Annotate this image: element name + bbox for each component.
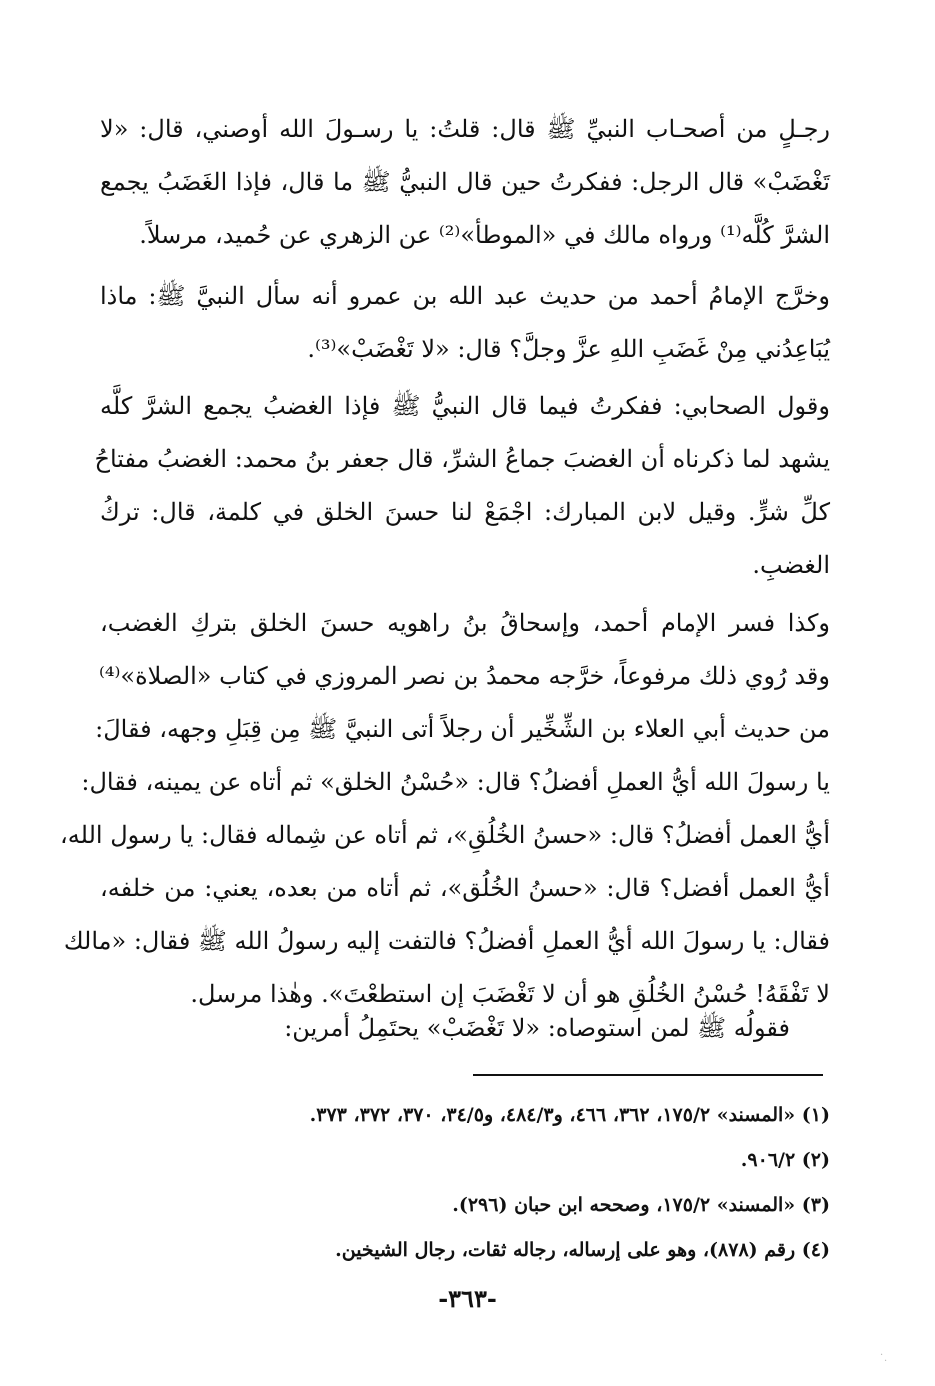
text-line: وكذا فسر الإمام أحمد، وإسحاقُ بنُ راهويه حسنَ الخلق بتركِ الغضب، — [100, 609, 830, 637]
paragraph — [100, 103, 830, 262]
paragraph — [94, 380, 830, 592]
text-line: فقولُه ﷺ لمن استوصاه: «لا تَغْضَبْ» يحتَمِلُ أمرين: — [284, 1014, 790, 1042]
text-line: وخرَّج الإمامُ أحمد من حديث عبد الله بن عمرو أنه سأل النبيَّ ﷺ: ماذا — [100, 282, 830, 310]
text-line: الشرَّ كُلَّه⁽¹⁾ ورواه مالك في «الموطأ»⁽²⁾ عن الزهري عن حُميد، مرسلاً. — [139, 221, 830, 249]
text-line: من حديث أبي العلاء بن الشِّخِّير أن رجلاً أتى النبيَّ ﷺ مِن قِبَلِ وجهه، فقالَ: — [95, 715, 830, 743]
footnote: (٢) ٩٠٦/٢. — [740, 1149, 830, 1171]
text-line: يُبَاعِدُني مِنْ غَضَبِ اللهِ عزَّ وجلَّ؟ قال: «لا تَغْضَبْ»⁽³⁾. — [307, 335, 830, 363]
text-line: وقول الصحابي: ففكرتُ فيما قال النبيُّ ﷺ فإذا الغضبُ يجمع الشرَّ كلَّه — [100, 392, 830, 420]
footnote-separator — [473, 1074, 823, 1076]
text-line: أيُّ العمل أفضلُ؟ قال: «حسنُ الخُلُقِ»، ثم أتاه عن شِماله فقال: يا رسول الله، — [60, 821, 830, 849]
text-line: تَغْضَبْ» قال الرجل: ففكرتُ حين قال النبيُّ ﷺ ما قال، فإذا الغَضَبُ يجمع — [100, 168, 830, 196]
footnote: (٤) رقم (٨٧٨)، وهو على إرساله، رجاله ثقات، رجال الشيخين. — [335, 1239, 830, 1261]
scan-speck: · — [880, 1350, 884, 1361]
text-line: وقد رُوي ذلك مرفوعاً، خرَّجه محمدُ بن نصر المروزي في كتاب «الصلاة»⁽⁴⁾ — [99, 662, 830, 690]
footnote: (١) «المسند» ١٧٥/٢، ٣٦٢، ٤٦٦، و٤٨٤/٣، و٣٤/٥، ٣٧٠، ٣٧٢، ٣٧٣. — [309, 1104, 830, 1126]
footnote: (٣) «المسند» ١٧٥/٢، وصححه ابن حبان (٢٩٦). — [452, 1194, 830, 1216]
page-number: -٣٦٣- — [438, 1284, 497, 1313]
scan-speck: · — [884, 1356, 888, 1367]
text-line: الغضبِ. — [752, 551, 830, 579]
paragraph — [100, 270, 830, 376]
text-line: رجـلٍ من أصحـاب النبيِّ ﷺ قال: قلتُ: يا رسـولَ الله أوصني، قال: «لا — [100, 115, 830, 143]
text-line: كلِّ شرٍّ. وقيل لابن المبارك: اجْمَعْ لنا حسنَ الخلق في كلمة، قال: تركُ — [100, 498, 830, 526]
text-line: يشهد لما ذكرناه أن الغضبَ جماعُ الشرِّ، قال جعفر بنُ محمد: الغضبُ مفتاحُ — [94, 445, 830, 473]
footnotes — [100, 1093, 830, 1273]
paragraph — [100, 1002, 830, 1055]
paragraph — [60, 597, 830, 1021]
text-line: أيُّ العمل أفضل؟ قال: «حسنُ الخُلُق»، ثم أتاه من بعده، يعني: من خلفه، — [100, 874, 830, 902]
text-line: يا رسولَ الله أيُّ العملِ أفضلُ؟ قال: «حُسْنُ الخلق» ثم أتاه عن يمينه، فقال: — [81, 768, 830, 796]
text-line: لا تَفْقَهُ! حُسْنُ الخُلُقِ هو أن لا تَغْضَبَ إن استطعْتَ». وهٰذا مرسل. — [190, 980, 830, 1008]
text-line: فقال: يا رسولَ الله أيُّ العملِ أفضلُ؟ فالتفت إليه رسولُ الله ﷺ فقال: «مالك — [63, 927, 830, 955]
